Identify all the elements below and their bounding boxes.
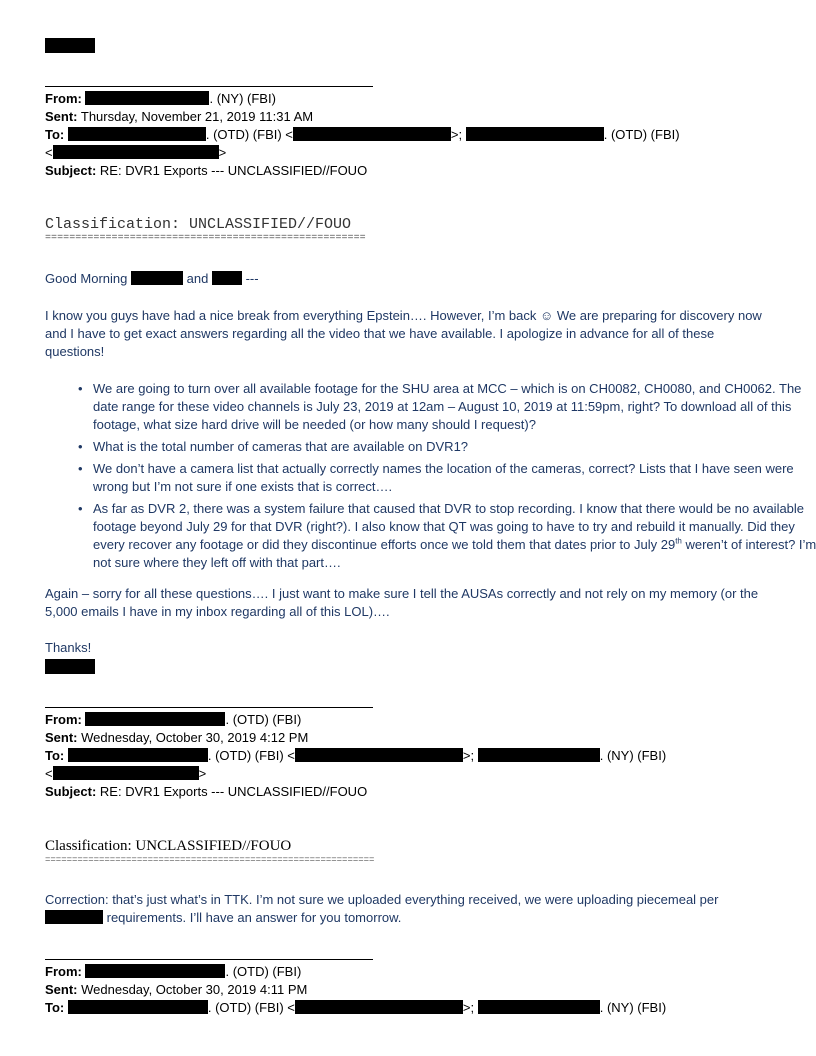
classification-rule: ============================================================= [45, 855, 375, 865]
classification-rule: ===================================================== [45, 233, 366, 244]
from-label: From: [45, 712, 82, 727]
bracket-close: > [218, 145, 227, 160]
list-item: • What is the total number of cameras that are available on DVR1? [93, 438, 816, 456]
from-value: . (OTD) (FBI) [225, 964, 302, 979]
sent-value: Wednesday, October 30, 2019 4:12 PM [81, 730, 309, 745]
from-label: From: [45, 91, 82, 106]
classification-banner: Classification: UNCLASSIFIED//FOUO [45, 838, 292, 854]
sent-value: Thursday, November 21, 2019 11:31 AM [80, 109, 314, 124]
to-label: To: [45, 1000, 65, 1015]
list-item-text: As far as DVR 2, there was a system failure that caused that DVR to stop recording. I know that there would be no available footage beyond July 29 for that DVR (right?). I also know that QT was going to have to try and rebuild it manually. Did they every recover any footage or did they discontinue efforts once we told them that dates prior to July 29 [93, 501, 805, 552]
redaction-block [45, 38, 95, 53]
subject-line [45, 783, 367, 800]
from-label: From: [45, 964, 82, 979]
sent-line [45, 108, 313, 125]
correction-text: Correction: that’s just what’s in TTK. I’m not sure we uploaded everything received, we were uploading piecemeal per [45, 892, 719, 907]
from-value: . (NY) (FBI) [209, 91, 276, 106]
to-label: To: [45, 748, 65, 763]
sent-label: Sent: [45, 109, 78, 124]
sent-line [45, 729, 308, 746]
to-line-continued [45, 144, 226, 161]
subject-value: RE: DVR1 Exports --- UNCLASSIFIED//FOUO [99, 784, 368, 799]
to-value: . (OTD) (FBI) < [207, 1000, 295, 1015]
bracket-open: < [45, 145, 53, 160]
redaction-block [45, 659, 95, 674]
redaction-block [293, 127, 451, 141]
redaction-block [85, 964, 225, 978]
redaction-block [85, 91, 209, 105]
greeting-and: and [186, 271, 209, 286]
header-separator [45, 707, 373, 708]
to-separator: >; [462, 1000, 478, 1015]
sent-label: Sent: [45, 982, 78, 997]
from-line [45, 711, 301, 728]
to-line [45, 999, 666, 1016]
list-item: • We don’t have a camera list that actually correctly names the location of the cameras, correct? Lists that I have seen were wrong but I’m not sure if one exists that is correct…. [93, 460, 816, 496]
superscript: th [675, 536, 682, 546]
header-separator [45, 86, 373, 87]
correction-text: requirements. I’ll have an answer for you tomorrow. [103, 910, 402, 925]
greeting [45, 270, 770, 288]
to-value: . (NY) (FBI) [599, 1000, 667, 1015]
redaction-block [478, 748, 600, 762]
redaction-block [85, 712, 225, 726]
list-item [93, 500, 816, 572]
redaction-block [478, 1000, 600, 1014]
redaction-block [45, 910, 103, 924]
subject-line [45, 162, 367, 179]
closing-paragraph: Again – sorry for all these questions…. I just want to make sure I tell the AUSAs correctly and not rely on my memory (or the 5,000 emails I have in my inbox regarding all of this LOL)…. [45, 586, 759, 619]
list-item: • We are going to turn over all available footage for the SHU area at MCC – which is on CH0082, CH0080, and CH0062. The date range for these video channels is July 23, 2019 at 12am – August 10, 2019 at 11:59pm, right? To download all of this footage, what size hard drive will be needed (or how many should I request)? [93, 380, 816, 434]
redaction-block [131, 271, 183, 285]
to-separator: >; [450, 127, 466, 142]
redaction-block [212, 271, 242, 285]
question-list [45, 380, 816, 576]
subject-label: Subject: [45, 163, 97, 178]
subject-label: Subject: [45, 784, 97, 799]
classification-banner: Classification: UNCLASSIFIED//FOUO [45, 216, 352, 233]
to-line [45, 126, 680, 143]
from-line [45, 963, 301, 980]
correction-paragraph [45, 891, 770, 927]
redaction-block [295, 1000, 463, 1014]
sent-label: Sent: [45, 730, 78, 745]
redaction-block [53, 145, 219, 159]
redaction-block [68, 127, 206, 141]
header-separator [45, 959, 373, 960]
to-label: To: [45, 127, 65, 142]
bracket-open: < [45, 766, 53, 781]
thanks: Thanks! [45, 640, 92, 655]
to-line-continued [45, 765, 206, 782]
subject-value: RE: DVR1 Exports --- UNCLASSIFIED//FOUO [99, 163, 368, 178]
to-value: . (OTD) (FBI) [603, 127, 680, 142]
to-value: . (OTD) (FBI) < [207, 748, 295, 763]
redaction-block [68, 748, 208, 762]
from-line [45, 90, 276, 107]
bracket-close: > [198, 766, 207, 781]
redaction-block [466, 127, 604, 141]
to-separator: >; [462, 748, 478, 763]
redaction-block [68, 1000, 208, 1014]
to-value: . (NY) (FBI) [599, 748, 667, 763]
intro-paragraph: I know you guys have had a nice break from everything Epstein…. However, I’m back ☺ We are preparing for discovery now and I have to get exact answers regarding all the video that we have available. I apologize in advance for all of these questions! [45, 308, 762, 359]
list-item-text: weren’t of interest? I’m not sure where they left off with that part…. [93, 537, 816, 570]
to-line [45, 747, 666, 764]
sent-line [45, 981, 307, 998]
greeting-prefix: Good Morning [45, 271, 128, 286]
sent-value: Wednesday, October 30, 2019 4:11 PM [81, 982, 308, 997]
to-value: . (OTD) (FBI) < [205, 127, 293, 142]
from-value: . (OTD) (FBI) [225, 712, 302, 727]
greeting-suffix: --- [245, 271, 259, 286]
redaction-block [53, 766, 199, 780]
redaction-block [295, 748, 463, 762]
